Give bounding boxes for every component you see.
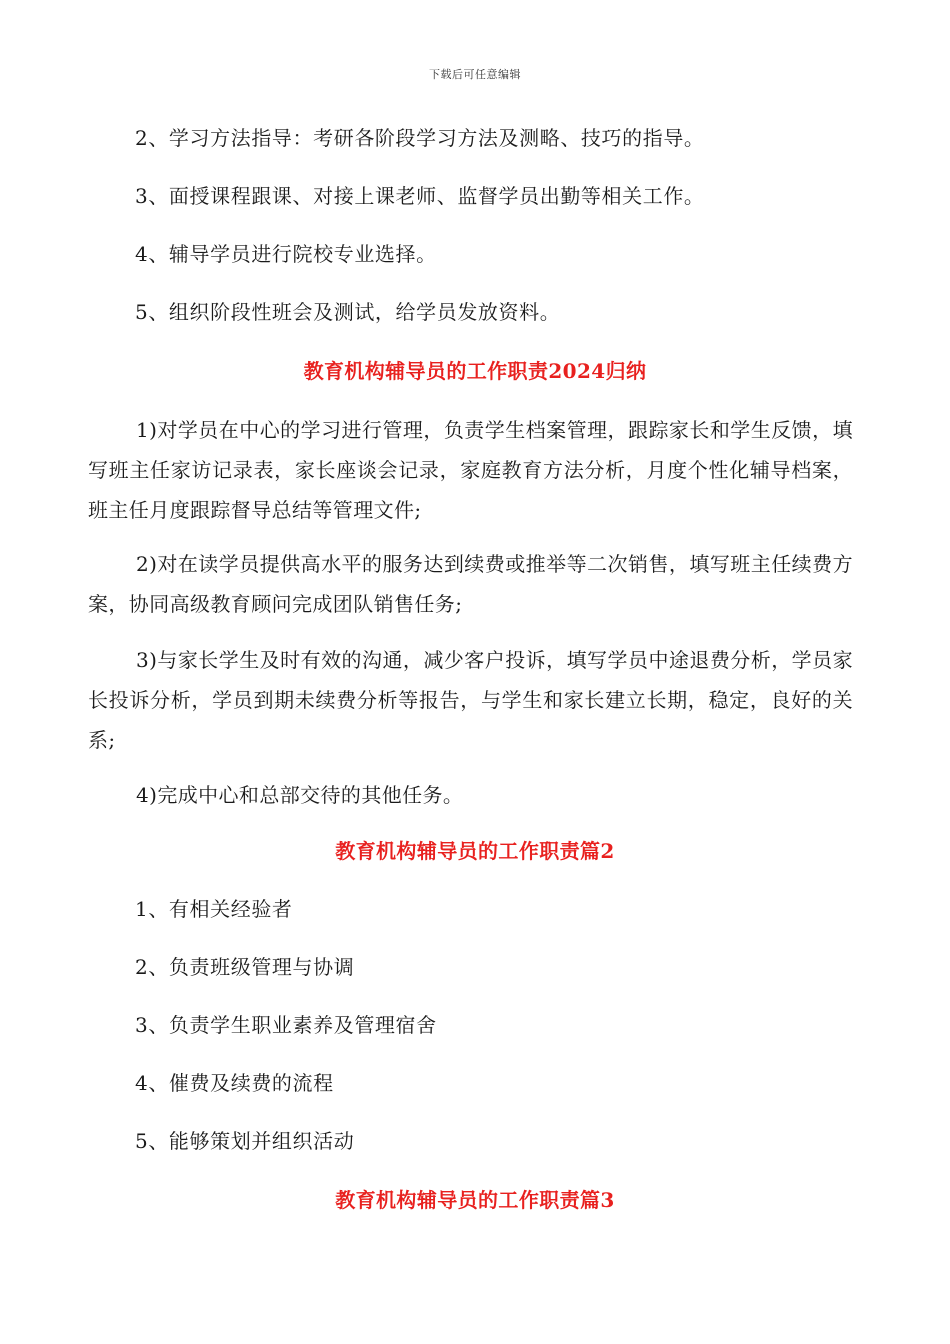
list-item: 5、能够策划并组织活动: [135, 1129, 355, 1153]
list-item: 3、负责学生职业素养及管理宿舍: [135, 1013, 437, 1037]
paragraph: 1)对学员在中心的学习进行管理，负责学生档案管理，跟踪家长和学生反馈，填写班主任家访记录表，家长座谈会记录，家庭教育方法分析，月度个性化辅导档案，班主任月度跟踪督导总结等管理文件;: [88, 418, 853, 522]
list-item: 4、辅导学员进行院校专业选择。: [135, 242, 437, 266]
section-heading: 教育机构辅导员的工作职责篇3: [335, 1188, 615, 1212]
list-item: 2、负责班级管理与协调: [135, 955, 355, 979]
section-heading: 教育机构辅导员的工作职责2024归纳: [303, 359, 647, 383]
section-heading: 教育机构辅导员的工作职责篇2: [335, 839, 615, 863]
list-item: 2、学习方法指导：考研各阶段学习方法及测略、技巧的指导。: [135, 126, 705, 150]
paragraph: 4)完成中心和总部交待的其他任务。: [136, 783, 464, 807]
list-item: 1、有相关经验者: [135, 897, 293, 921]
list-item: 3、面授课程跟课、对接上课老师、监督学员出勤等相关工作。: [135, 184, 705, 208]
paragraph: 3)与家长学生及时有效的沟通，减少客户投诉，填写学员中途退费分析，学员家长投诉分析，学员到期未续费分析等报告，与学生和家长建立长期，稳定，良好的关系;: [88, 648, 853, 752]
list-item: 4、催费及续费的流程: [135, 1071, 334, 1095]
paragraph: 2)对在读学员提供高水平的服务达到续费或推举等二次销售，填写班主任续费方案，协同高级教育顾问完成团队销售任务;: [88, 552, 853, 616]
list-item: 5、组织阶段性班会及测试，给学员发放资料。: [135, 300, 561, 324]
header-note: 下载后可任意编辑: [429, 68, 521, 81]
